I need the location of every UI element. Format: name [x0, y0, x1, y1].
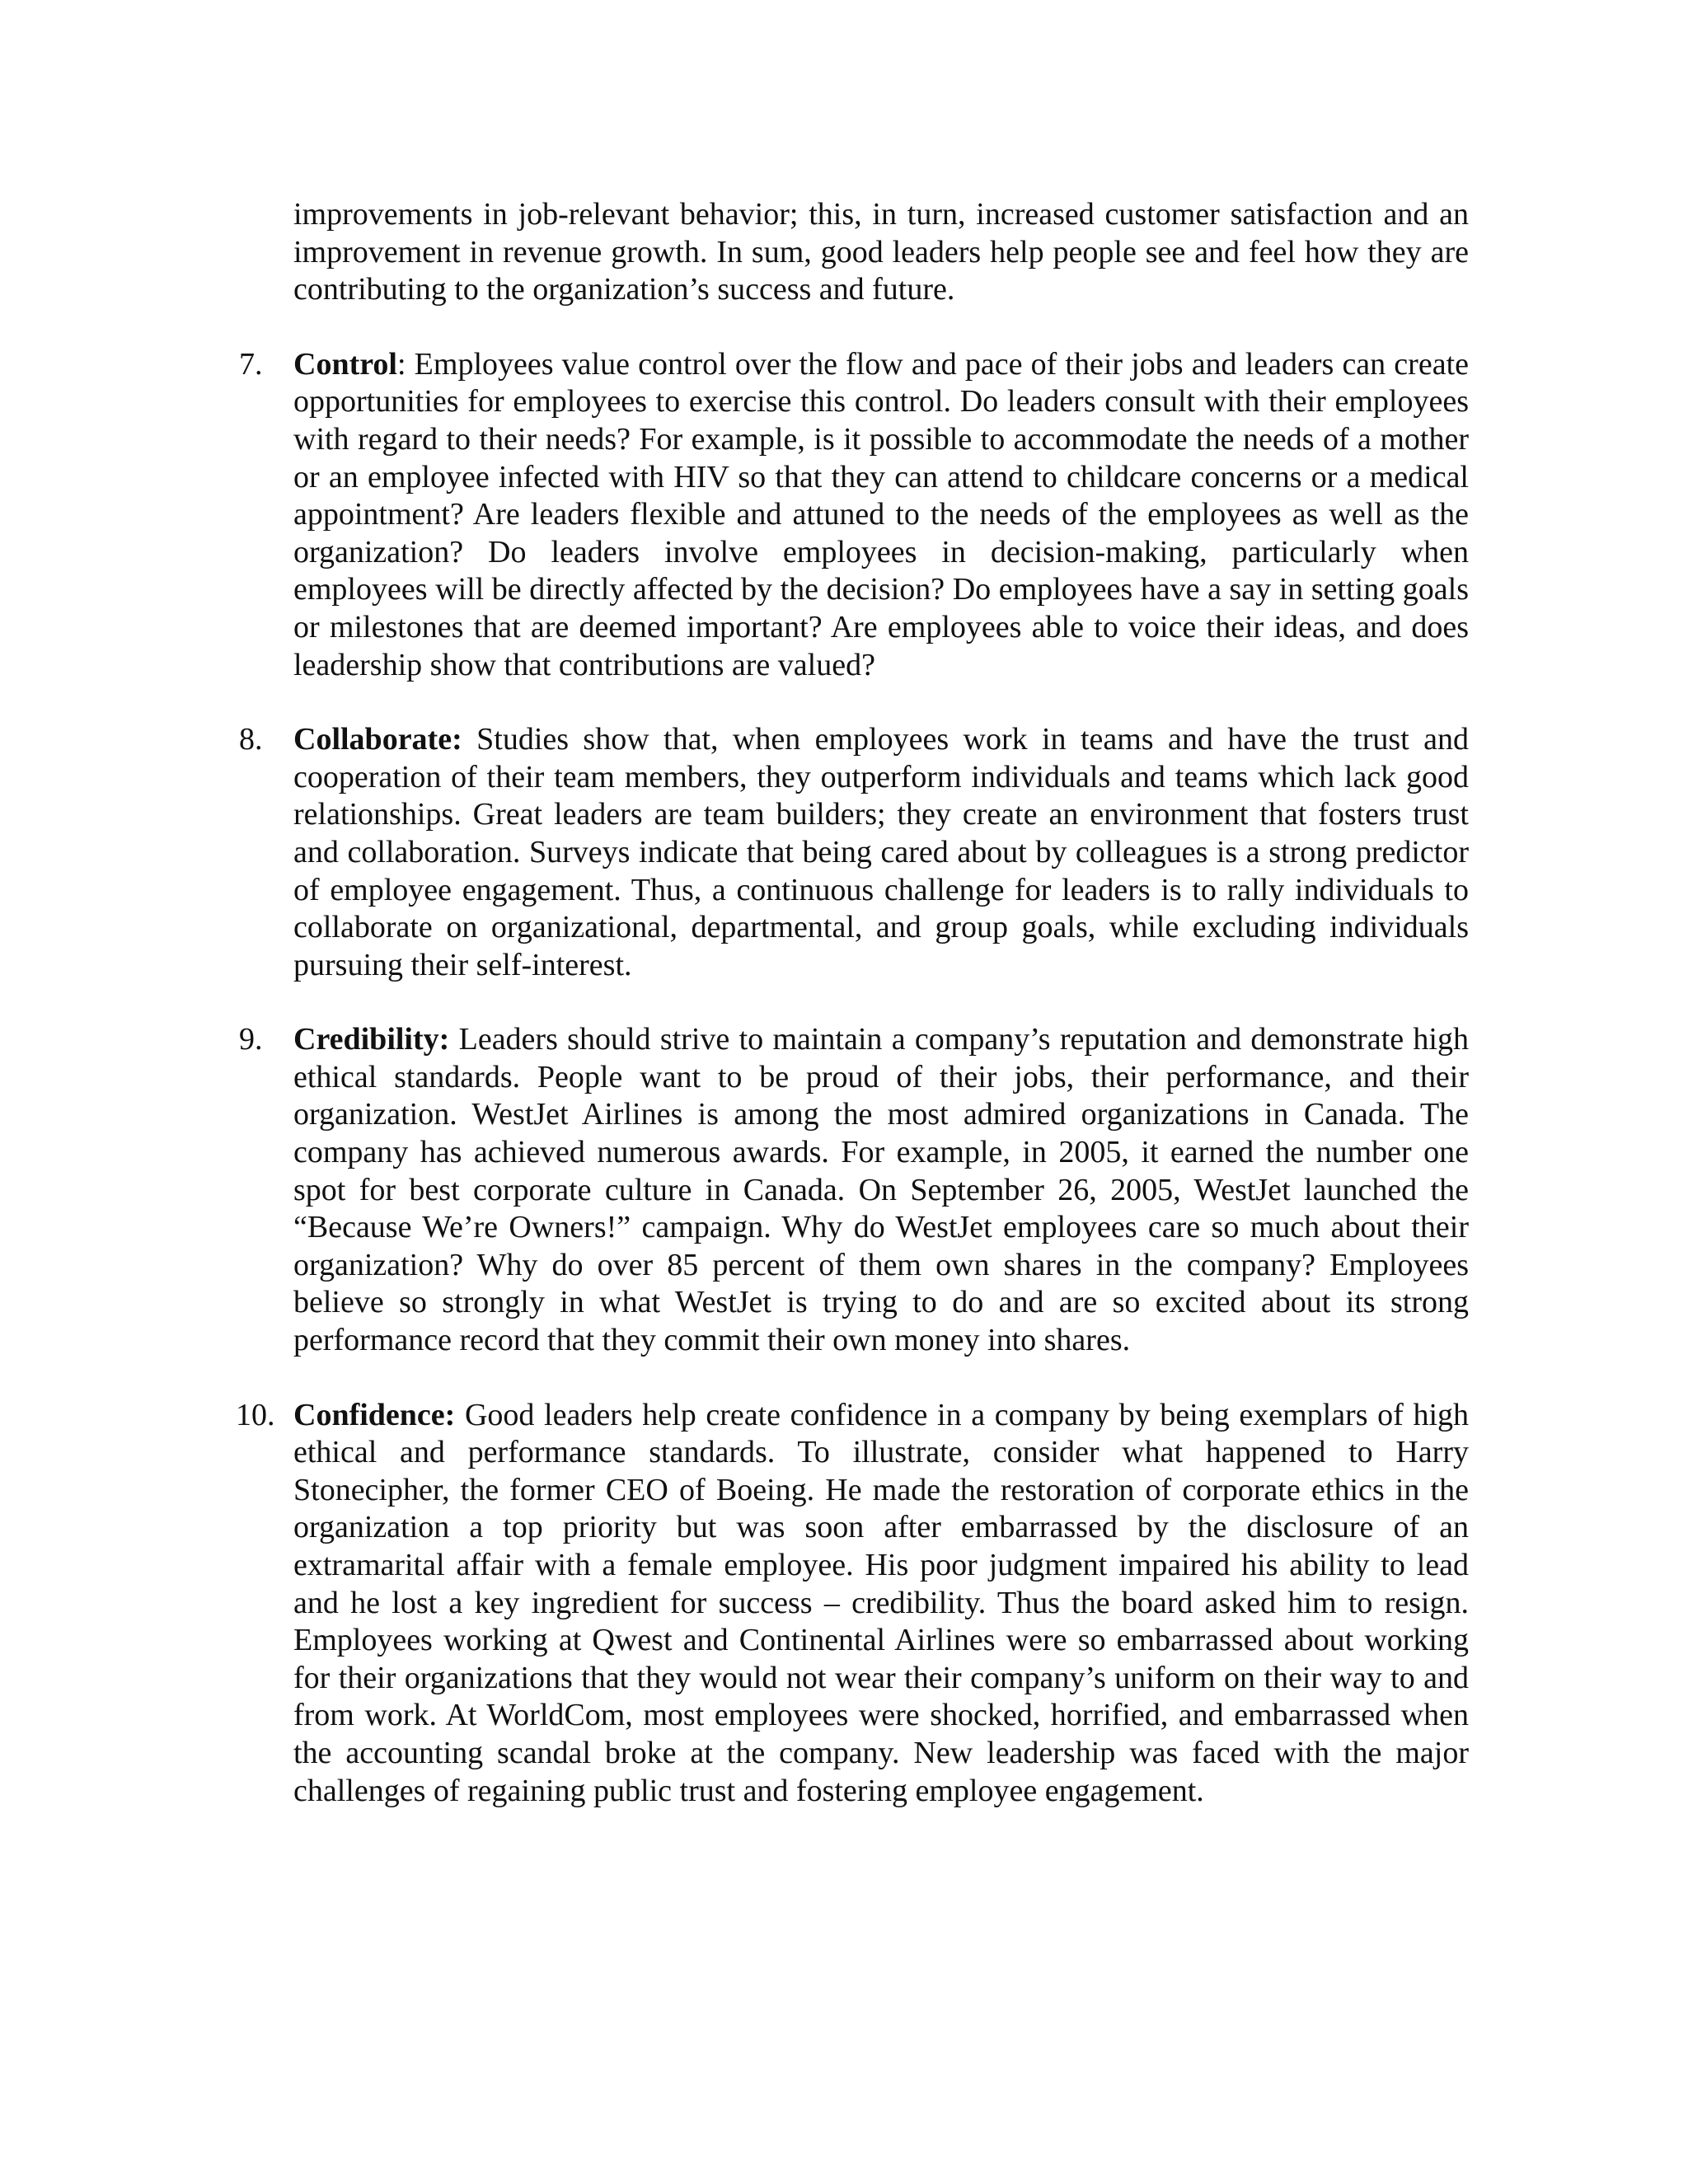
list-item-text: Employees value control over the flow and pace of their jobs and leaders can create opportunities for employees to exercise this control. Do leaders consult with their employees with regard to their needs? For example, is it possible to accommodate the needs of a mother or an employee infected with HIV so that they can attend to childcare concerns or a medical appointment? Are leaders flexible and attuned to the needs of the employees as well as the organization? Do leaders involve employees in decision-making, particularly when employees will be directly affected by the decision? Do employees have a say in setting goals or milestones that are deemed important? Are employees able to voice their ideas, and does leadership show that contributions are valued?: [293, 346, 1469, 682]
list-item-text: Studies show that, when employees work in teams and have the trust and cooperation of their team members, they outperform individuals and teams which lack good relationships. Great leaders are team builders; they create an environment that fosters trust and collaboration. Surveys indicate that being cared about by colleagues is a strong predictor of employee engagement. Thus, a continuous challenge for leaders is to rally individuals to collaborate on organizational, departmental, and group goals, while excluding individuals pursuing their self-interest.: [293, 722, 1469, 982]
list-item-heading: Credibility:: [293, 1022, 450, 1057]
list-item-heading: Confidence:: [293, 1397, 456, 1432]
list-item-text: Good leaders help create confidence in a company by being exemplars of high ethical and performance standards. To illustrate, consider what happened to Harry Stonecipher, the former CEO of Boeing. He made the restoration of corporate ethics in the organization a top priority but was soon after embarrassed by the disclosure of an extramarital affair with a female employee. His poor judgment impaired his ability to lead and he lost a key ingredient for success – credibility. Thus the board asked him to resign. Employees working at Qwest and Continental Airlines were so embarrassed about working for their organizations that they would not wear their company’s uniform on their way to and from work. At WorldCom, most employees were shocked, horrified, and embarrassed when the accounting scandal broke at the company. New leadership was faced with the major challenges of regaining public trust and fostering employee engagement.: [293, 1397, 1469, 1808]
document-body: [236, 196, 1469, 1810]
list-item-number: 9.: [239, 1022, 263, 1057]
list-item-confidence: [236, 1397, 1469, 1811]
list-item-body: [293, 721, 1469, 984]
list-item-credibility: [239, 1021, 1469, 1359]
list-item-body: [293, 1021, 1469, 1359]
list-item-number: 8.: [239, 722, 263, 757]
list-item-text: Leaders should strive to maintain a company’s reputation and demonstrate high ethical standards. People want to be proud of their jobs, their performance, and their organization. WestJet Airlines is among the most admired organizations in Canada. The company has achieved numerous awards. For example, in 2005, it earned the number one spot for best corporate culture in Canada. On September 26, 2005, WestJet launched the “Because We’re Owners!” campaign. Why do WestJet employees care so much about their organization? Why do over 85 percent of them own shares in the company? Employees believe so strongly in what WestJet is trying to do and are so excited about its strong performance record that they commit their own money into shares.: [293, 1022, 1469, 1358]
intro-paragraph: improvements in job-relevant behavior; this, in turn, increased customer satisfaction and an improvement in revenue growth. In sum, good leaders help people see and feel how they are contributing to the organization’s success and future.: [293, 197, 1469, 307]
list-item-separator: :: [396, 346, 406, 382]
list-item-collaborate: [239, 721, 1469, 984]
list-item-heading: Control: [293, 346, 397, 382]
list-item-body: [293, 1397, 1469, 1811]
list-item-body: [293, 346, 1469, 684]
list-item-heading: Collaborate:: [293, 722, 462, 757]
list-item-number: 10.: [236, 1397, 275, 1432]
list-item-number: 7.: [239, 346, 263, 382]
list-item-control: [239, 346, 1469, 684]
